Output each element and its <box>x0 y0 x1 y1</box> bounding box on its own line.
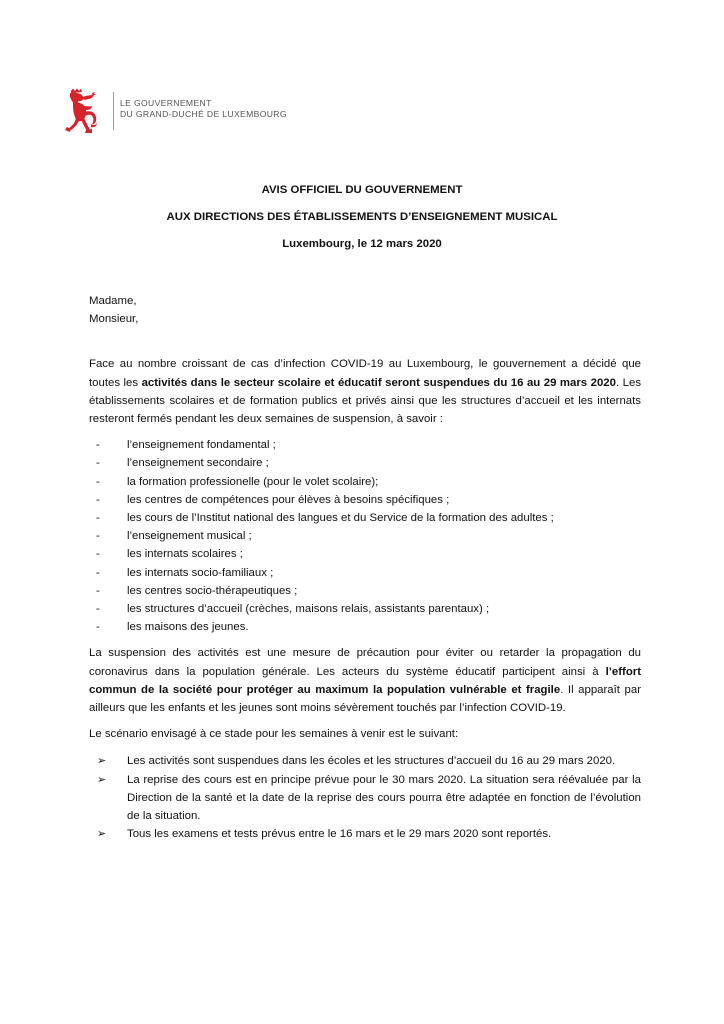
list-item-text: les cours de l’Institut national des langues et du Service de la formation des adultes ; <box>127 512 554 525</box>
arrow-bullet-icon: ➢ <box>97 755 107 768</box>
paragraph-suspension <box>89 355 641 428</box>
list-item <box>89 491 641 509</box>
arrow-bullet-icon: ➢ <box>97 773 107 786</box>
paragraph-scenario: Le scénario envisagé à ce stade pour les semaines à venir est le suivant: <box>89 728 459 741</box>
list-item-text: La reprise des cours est en principe prévue pour le 30 mars 2020. La situation sera réévaluée par la Direction de la santé et la date de la reprise des cours pourra être adaptée en fonction de l’évolution de la situation. <box>127 773 641 823</box>
dash-bullet: - <box>96 584 100 597</box>
dash-bullet: - <box>96 457 100 470</box>
salutation-monsieur: Monsieur, <box>89 313 139 326</box>
notice-date: Luxembourg, le 12 mars 2020 <box>282 238 442 250</box>
list-item-text: l’enseignement musical ; <box>127 530 252 543</box>
list-item <box>89 582 641 600</box>
list-item-text: les internats socio-familiaux ; <box>127 566 274 579</box>
logo-text <box>120 98 287 120</box>
paragraph-precaution-bold: l’effort commun de la société pour protéger au maximum la population vulnérable et fragile <box>89 665 641 696</box>
list-item-text: les structures d’accueil (crèches, maisons relais, assistants parentaux) ; <box>127 603 490 616</box>
logo-divider <box>113 92 114 130</box>
letter-body <box>89 292 641 843</box>
paragraph-suspension-text-a: Face au nombre croissant de cas d’infection COVID-19 au Luxembourg, le gouvernement a décidé que toutes les <box>89 358 641 389</box>
logo-line-1: LE GOUVERNEMENT <box>120 98 212 108</box>
logo-line-2: DU GRAND-DUCHÉ DE LUXEMBOURG <box>120 109 287 119</box>
list-item-text: la formation professionelle (pour le volet scolaire); <box>127 475 379 488</box>
notice-subtitle: AUX DIRECTIONS DES ÉTABLISSEMENTS D’ENSEIGNEMENT MUSICAL <box>166 211 558 223</box>
paragraph-precaution <box>89 644 641 717</box>
scenario-list <box>89 752 641 843</box>
government-logo <box>62 88 322 138</box>
list-item-text: l’enseignement secondaire ; <box>127 457 269 470</box>
dash-bullet: - <box>96 548 100 561</box>
list-item <box>89 509 641 527</box>
paragraph-precaution-text-c: . Il apparaît par ailleurs que les enfants et les jeunes sont moins sévèrement touchés par l’infection COVID-19. <box>89 683 641 715</box>
dash-bullet: - <box>96 530 100 543</box>
notice-title: AVIS OFFICIEL DU GOUVERNEMENT <box>261 184 463 196</box>
dash-bullet: - <box>96 603 100 616</box>
list-item <box>89 771 641 826</box>
dash-bullet: - <box>96 512 100 525</box>
list-item <box>89 473 641 491</box>
list-item-text: Les activités sont suspendues dans les écoles et les structures d’accueil du 16 au 29 mars 2020. <box>127 755 616 768</box>
list-item <box>89 825 641 843</box>
dash-bullet: - <box>96 621 100 634</box>
list-item <box>89 527 641 545</box>
paragraph-precaution-text-a: La suspension des activités est une mesure de précaution pour éviter ou retarder la propagation du coronavirus dans la population générale. Les acteurs du système éducatif participent ainsi à <box>89 647 641 678</box>
paragraph-suspension-bold: activités dans le secteur scolaire et éducatif seront suspendues du 16 au 29 mars 2020 <box>141 376 616 389</box>
list-item-text: l’enseignement fondamental ; <box>127 439 276 452</box>
list-item <box>89 564 641 582</box>
list-item-text: les centres socio-thérapeutiques ; <box>127 584 298 597</box>
arrow-bullet-icon: ➢ <box>97 828 107 841</box>
list-item-text: les maisons des jeunes. <box>127 621 249 634</box>
list-item <box>89 454 641 472</box>
list-item-text: Tous les examens et tests prévus entre le 16 mars et le 29 mars 2020 sont reportés. <box>127 828 552 841</box>
list-item <box>89 618 641 636</box>
dash-bullet: - <box>96 566 100 579</box>
list-item <box>89 436 641 454</box>
list-item <box>89 545 641 563</box>
dash-bullet: - <box>96 439 100 452</box>
dash-bullet: - <box>96 475 100 488</box>
list-item-text: les centres de compétences pour élèves à besoins spécifiques ; <box>127 493 450 506</box>
paragraph-suspension-text-c: . Les établissements scolaires et de formation publics et privés ainsi que les structures d’accueil et les internats resteront fermés pendant les deux semaines de suspension, à savoir : <box>89 376 642 426</box>
red-lion-icon <box>62 88 104 138</box>
list-item <box>89 752 641 770</box>
salutation-madame: Madame, <box>89 295 137 307</box>
dash-bullet: - <box>96 493 100 506</box>
list-item <box>89 600 641 618</box>
list-item-text: les internats scolaires ; <box>127 548 243 561</box>
document-titles <box>0 183 724 264</box>
closed-institutions-list <box>89 436 641 636</box>
